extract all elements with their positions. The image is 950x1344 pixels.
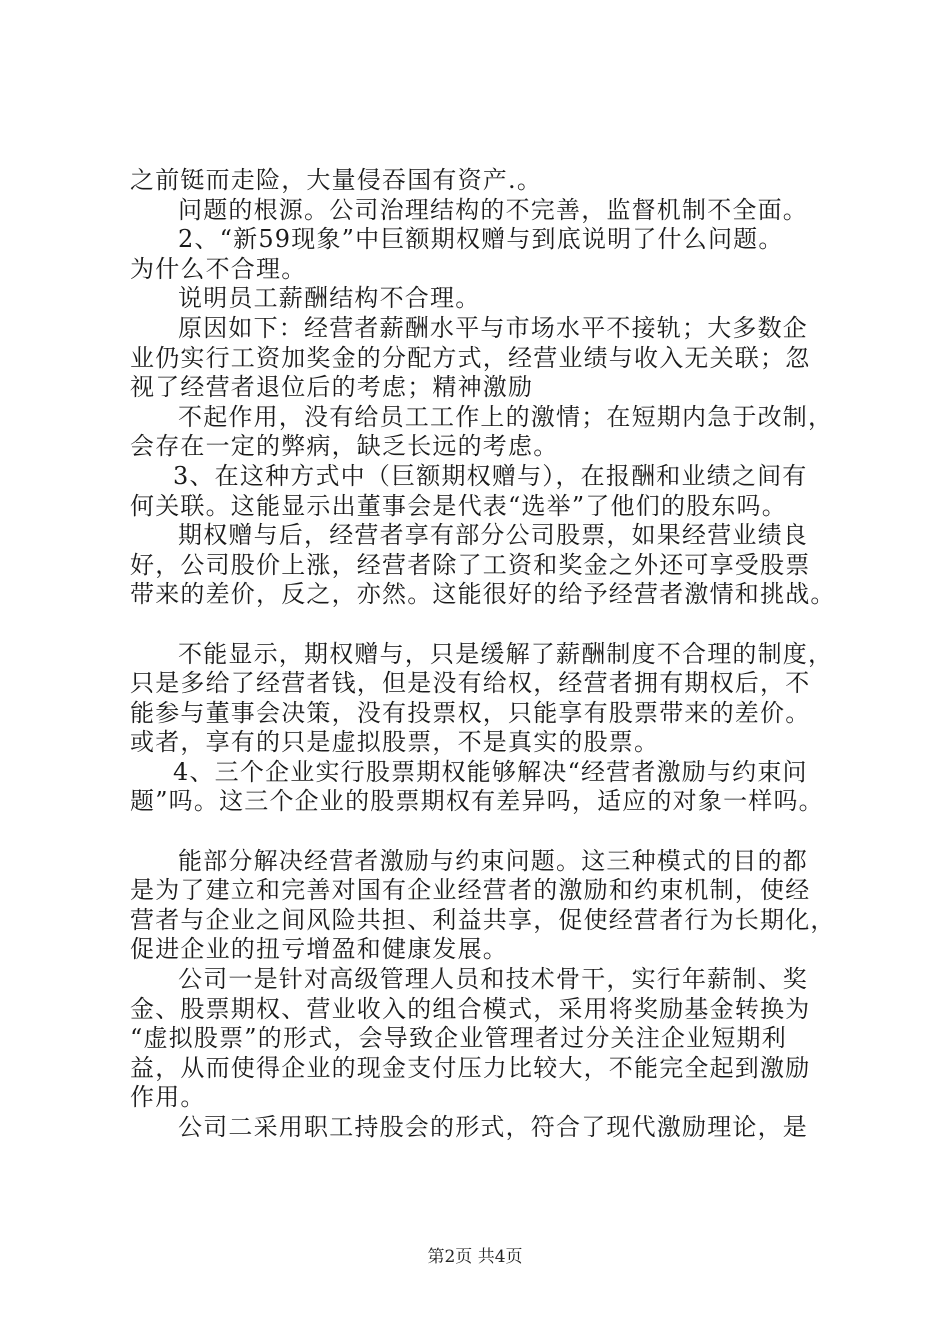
text-line: 或者，享有的只是虚拟股票，不是真实的股票。: [130, 728, 660, 757]
text-line: 带来的差价，反之，亦然。这能很好的给予经营者激情和挑战。: [130, 580, 836, 609]
text-line: 公司二采用职工持股会的形式，符合了现代激励理论，是: [178, 1113, 808, 1141]
question-2: 2、“新59现象”中巨额期权赠与到底说明了什么问题。: [178, 225, 784, 254]
text-line: 为什么不合理。: [130, 254, 307, 283]
text-line: 不起作用，没有给员工工作上的激情；在短期内急于改制，: [178, 402, 834, 431]
question-3: 3、在这种方式中（巨额期权赠与），在报酬和业绩之间有: [173, 461, 808, 490]
text-line: 原因如下：经营者薪酬水平与市场水平不接轨；大多数企: [178, 313, 808, 342]
text-line: 之前铤而走险，大量侵吞国有资产.。: [130, 166, 543, 194]
text-line: 会存在一定的弊病，缺乏长远的考虑。: [130, 432, 559, 461]
text-line: 题”吗。这三个企业的股票期权有差异吗，适应的对象一样吗。: [130, 787, 824, 816]
text-line: 能部分解决经营者激励与约束问题。这三种模式的目的都: [178, 846, 808, 875]
text-line: 期权赠与后，经营者享有部分公司股票，如果经营业绩良: [178, 521, 808, 550]
blank-line: [130, 817, 830, 847]
text-line: 是为了建立和完善对国有企业经营者的激励和约束机制，使经: [130, 876, 811, 905]
text-line: “虚拟股票”的形式，会导致企业管理者过分关注企业短期利: [130, 1024, 787, 1053]
page-footer: 第2页 共4页: [427, 1247, 523, 1267]
text-line: 问题的根源。公司治理结构的不完善，监督机制不全面。: [178, 195, 808, 224]
text-line: 能参与董事会决策，没有投票权，只能享有股票带来的差价。: [130, 698, 811, 727]
text-line: 公司一是针对高级管理人员和技术骨干，实行年薪制、奖: [178, 965, 808, 994]
blank-line: [130, 610, 830, 640]
text-line: 作用。: [130, 1083, 206, 1112]
text-line: 业仍实行工资加奖金的分配方式，经营业绩与收入无关联；忽: [130, 343, 811, 372]
text-line: 金、股票期权、营业收入的组合模式，采用将奖励基金转换为: [130, 994, 811, 1023]
text-line: 视了经营者退位后的考虑；精神激励: [130, 373, 534, 402]
text-line: 益，从而使得企业的现金支付压力比较大，不能完全起到激励: [130, 1053, 811, 1082]
text-line: 好，公司股价上涨，经营者除了工资和奖金之外还可享受股票: [130, 550, 811, 579]
text-line: 促进企业的扭亏增盈和健康发展。: [130, 935, 508, 964]
text-line: 只是多给了经营者钱，但是没有给权，经营者拥有期权后，不: [130, 669, 811, 698]
question-4: 4、三个企业实行股票期权能够解决“经营者激励与约束问: [173, 757, 808, 786]
text-line: 何关联。这能显示出董事会是代表“选举”了他们的股东吗。: [130, 491, 787, 520]
text-line: 不能显示，期权赠与，只是缓解了薪酬制度不合理的制度，: [178, 639, 834, 668]
document-body: [130, 166, 836, 1143]
text-line: 说明员工薪酬结构不合理。: [178, 284, 481, 313]
text-line: 营者与企业之间风险共担、利益共享，促使经营者行为长期化，: [130, 905, 836, 934]
